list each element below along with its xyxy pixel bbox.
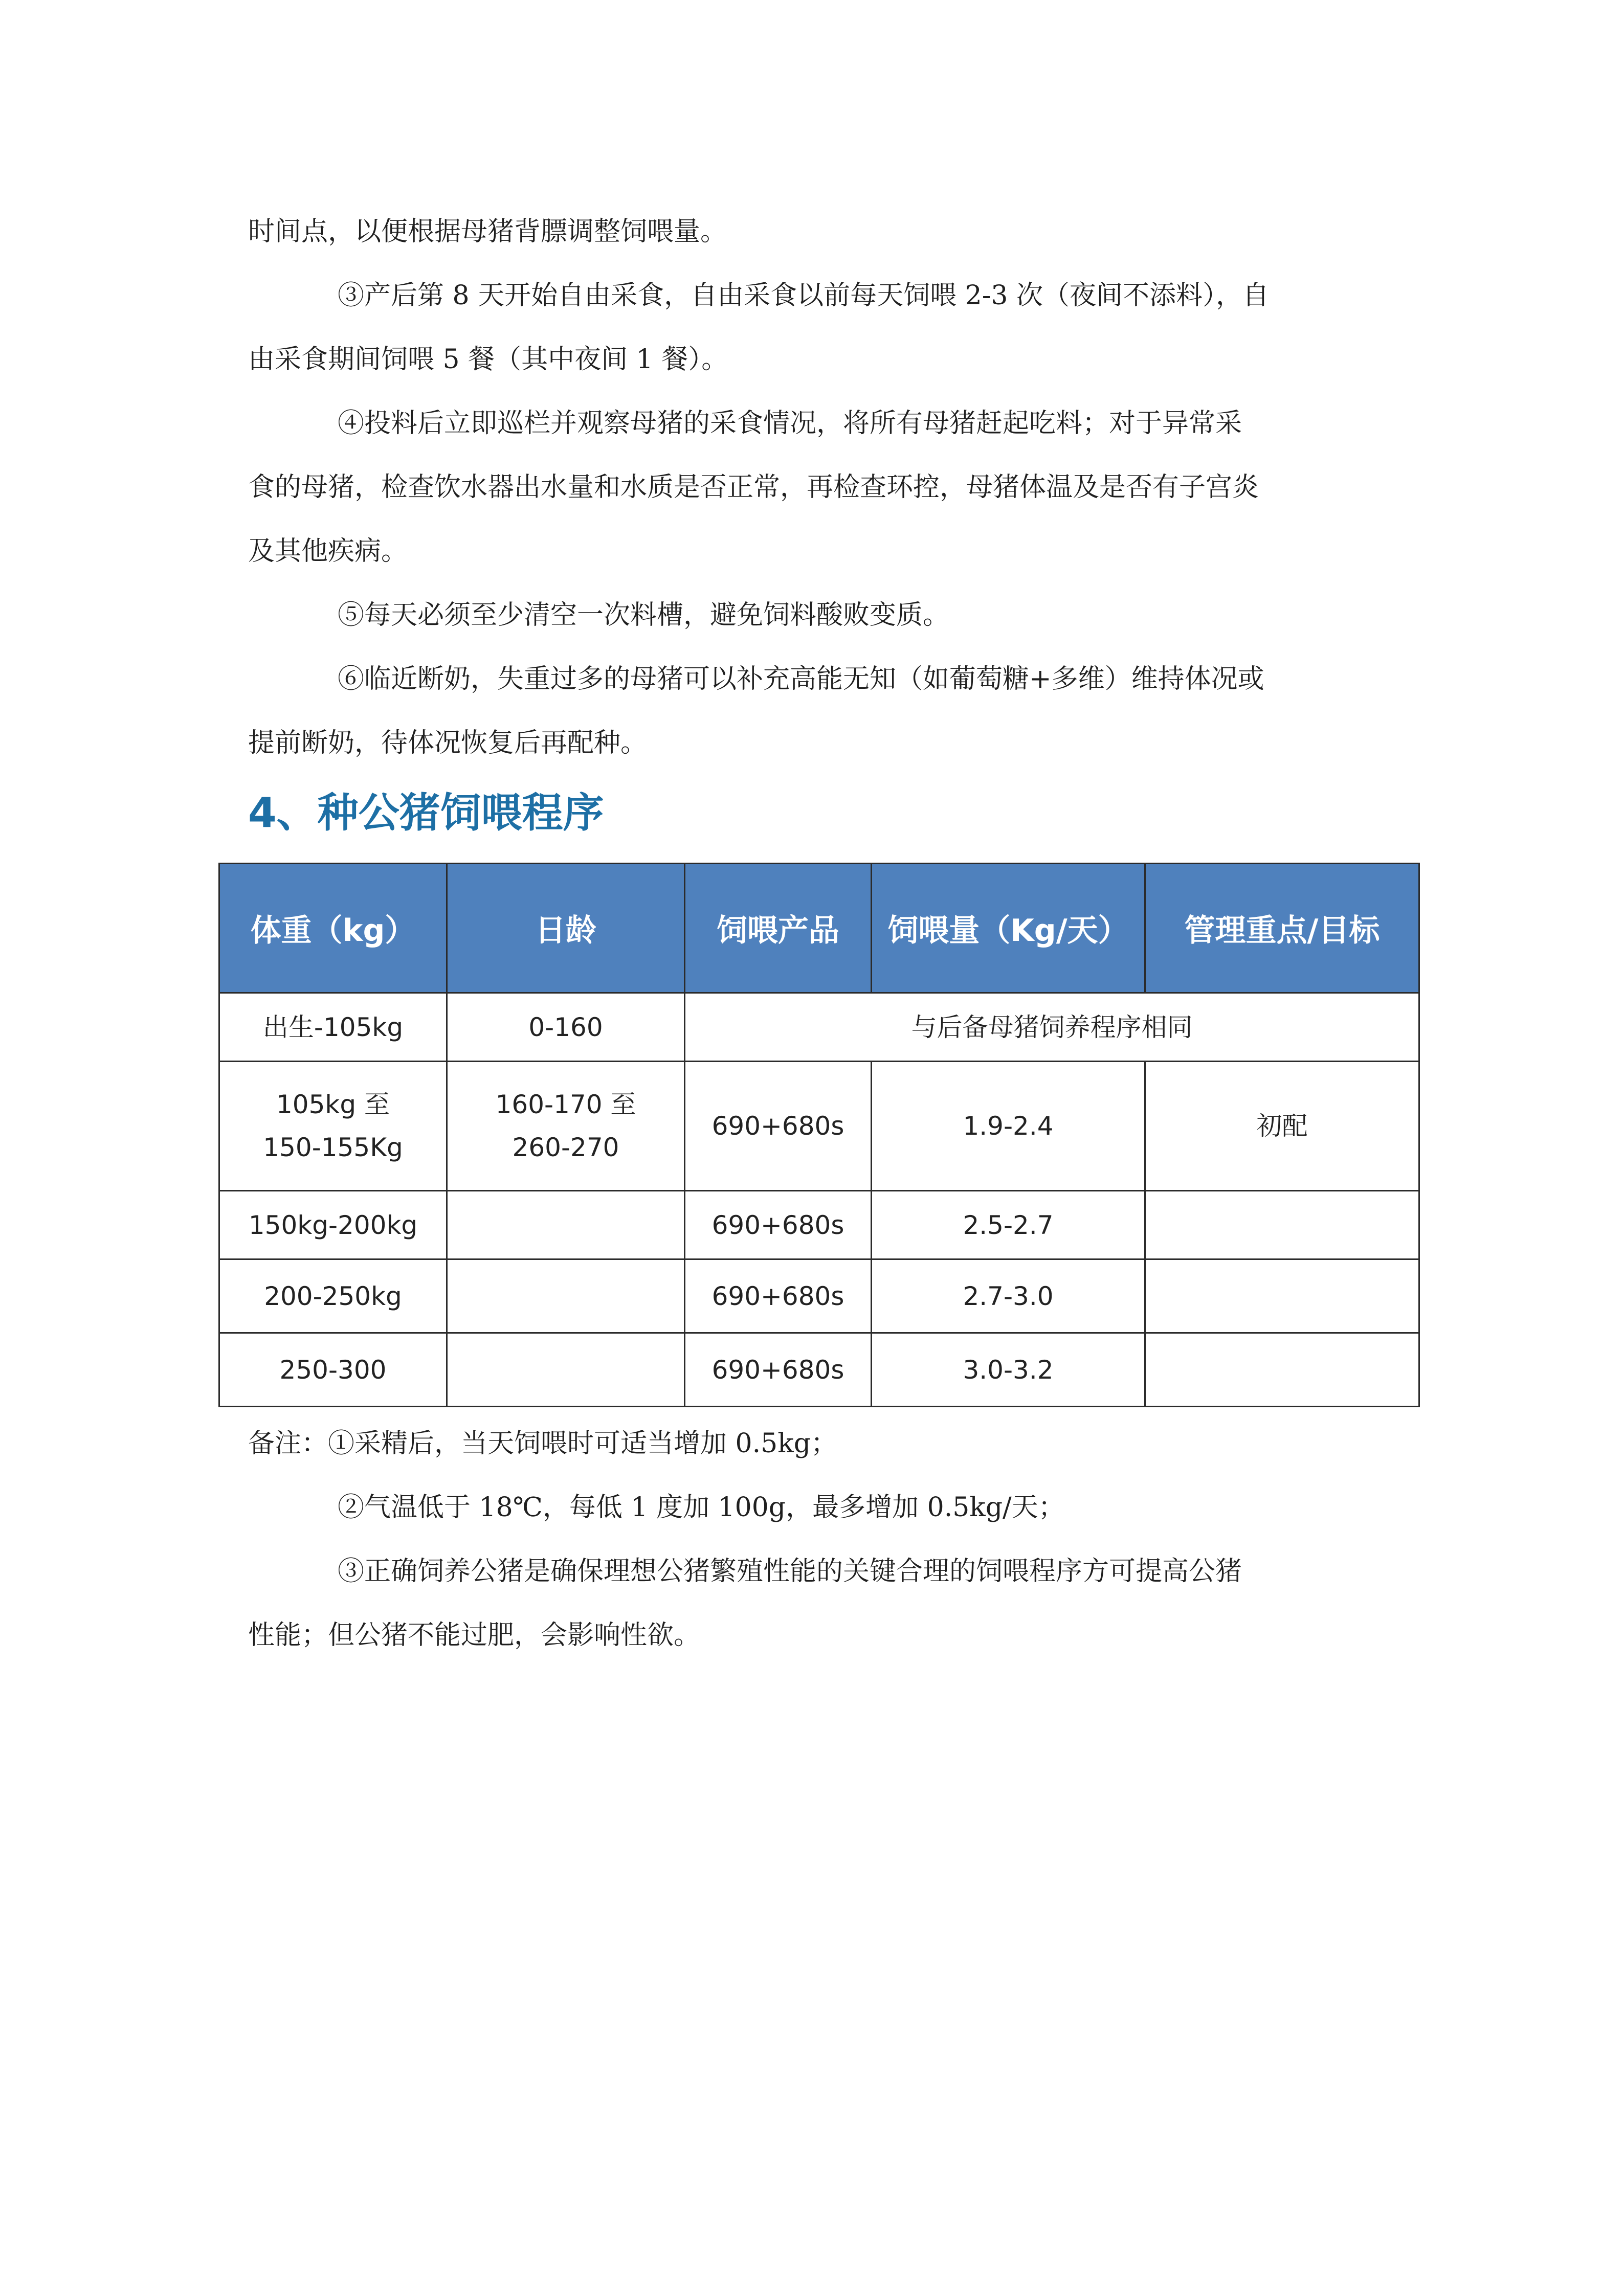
- header-weight: 体重（kg）: [219, 864, 447, 993]
- cell-product: 690+680s: [685, 1259, 872, 1333]
- note-line: ③正确饲养公猪是确保理想公猪繁殖性能的关键合理的饲喂程序方可提高公猪: [338, 1556, 1242, 1587]
- paragraph-line: 食的母猪，检查饮水器出水量和水质是否正常，再检查环控，母猪体温及是否有子宫炎: [248, 472, 1259, 503]
- cell-age: [447, 1191, 685, 1259]
- cell-age: [447, 1333, 685, 1407]
- cell-amount: 2.7-3.0: [872, 1259, 1145, 1333]
- cell-product: 690+680s: [685, 1062, 872, 1191]
- cell-merged-note: 与后备母猪饲养程序相同: [685, 993, 1419, 1062]
- cell-product: 690+680s: [685, 1191, 872, 1259]
- table-row: [219, 1259, 1419, 1333]
- table-row: [219, 1191, 1419, 1259]
- cell-amount: 1.9-2.4: [872, 1062, 1145, 1191]
- cell-focus: 初配: [1145, 1062, 1419, 1191]
- paragraph-line: ⑥临近断奶，失重过多的母猪可以补充高能无知（如葡萄糖+多维）维持体况或: [338, 664, 1264, 694]
- paragraph-line: 及其他疾病。: [248, 536, 408, 567]
- paragraph-line: ⑤每天必须至少清空一次料槽，避免饲料酸败变质。: [338, 600, 950, 631]
- note-line: 性能；但公猪不能过肥，会影响性欲。: [248, 1620, 701, 1651]
- header-focus: 管理重点/目标: [1145, 864, 1419, 993]
- cell-focus: [1145, 1259, 1419, 1333]
- paragraph-line: 提前断奶，待体况恢复后再配种。: [248, 728, 648, 758]
- cell-age: [447, 1062, 685, 1191]
- cell-weight-line1: 105kg 至: [276, 1090, 390, 1119]
- paragraph-line: 由采食期间饲喂 5 餐（其中夜间 1 餐）。: [248, 344, 728, 375]
- cell-weight: [219, 1062, 447, 1191]
- cell-focus: [1145, 1333, 1419, 1407]
- table-row: [219, 993, 1419, 1062]
- paragraph-line: ④投料后立即巡栏并观察母猪的采食情况，将所有母猪赶起吃料；对于异常采: [338, 408, 1242, 439]
- table-row: [219, 1333, 1419, 1407]
- section-heading: 4、种公猪饲喂程序: [248, 789, 604, 837]
- cell-weight: 出生-105kg: [219, 993, 447, 1062]
- cell-weight: 150kg-200kg: [219, 1191, 447, 1259]
- table-header-row: [219, 864, 1419, 993]
- cell-focus: [1145, 1191, 1419, 1259]
- table-row: [219, 1062, 1419, 1191]
- cell-age: [447, 1259, 685, 1333]
- header-amount: 饲喂量（Kg/天）: [872, 864, 1145, 993]
- header-product: 饲喂产品: [685, 864, 872, 993]
- cell-weight: 200-250kg: [219, 1259, 447, 1333]
- note-line: ②气温低于 18℃，每低 1 度加 100g，最多增加 0.5kg/天；: [338, 1492, 1065, 1523]
- header-age: 日龄: [447, 864, 685, 993]
- cell-weight-line2: 150-155Kg: [263, 1133, 403, 1162]
- boar-feeding-table: [218, 863, 1420, 1407]
- cell-age: 0-160: [447, 993, 685, 1062]
- paragraph-line: ③产后第 8 天开始自由采食，自由采食以前每天饲喂 2-3 次（夜间不添料），自: [338, 280, 1269, 311]
- cell-age-line1: 160-170 至: [495, 1090, 636, 1119]
- paragraph-line: 时间点，以便根据母猪背膘调整饲喂量。: [248, 216, 727, 247]
- note-line: 备注：①采精后，当天饲喂时可适当增加 0.5kg；: [248, 1428, 838, 1459]
- cell-amount: 2.5-2.7: [872, 1191, 1145, 1259]
- cell-amount: 3.0-3.2: [872, 1333, 1145, 1407]
- cell-age-line2: 260-270: [512, 1133, 619, 1162]
- cell-product: 690+680s: [685, 1333, 872, 1407]
- cell-weight: 250-300: [219, 1333, 447, 1407]
